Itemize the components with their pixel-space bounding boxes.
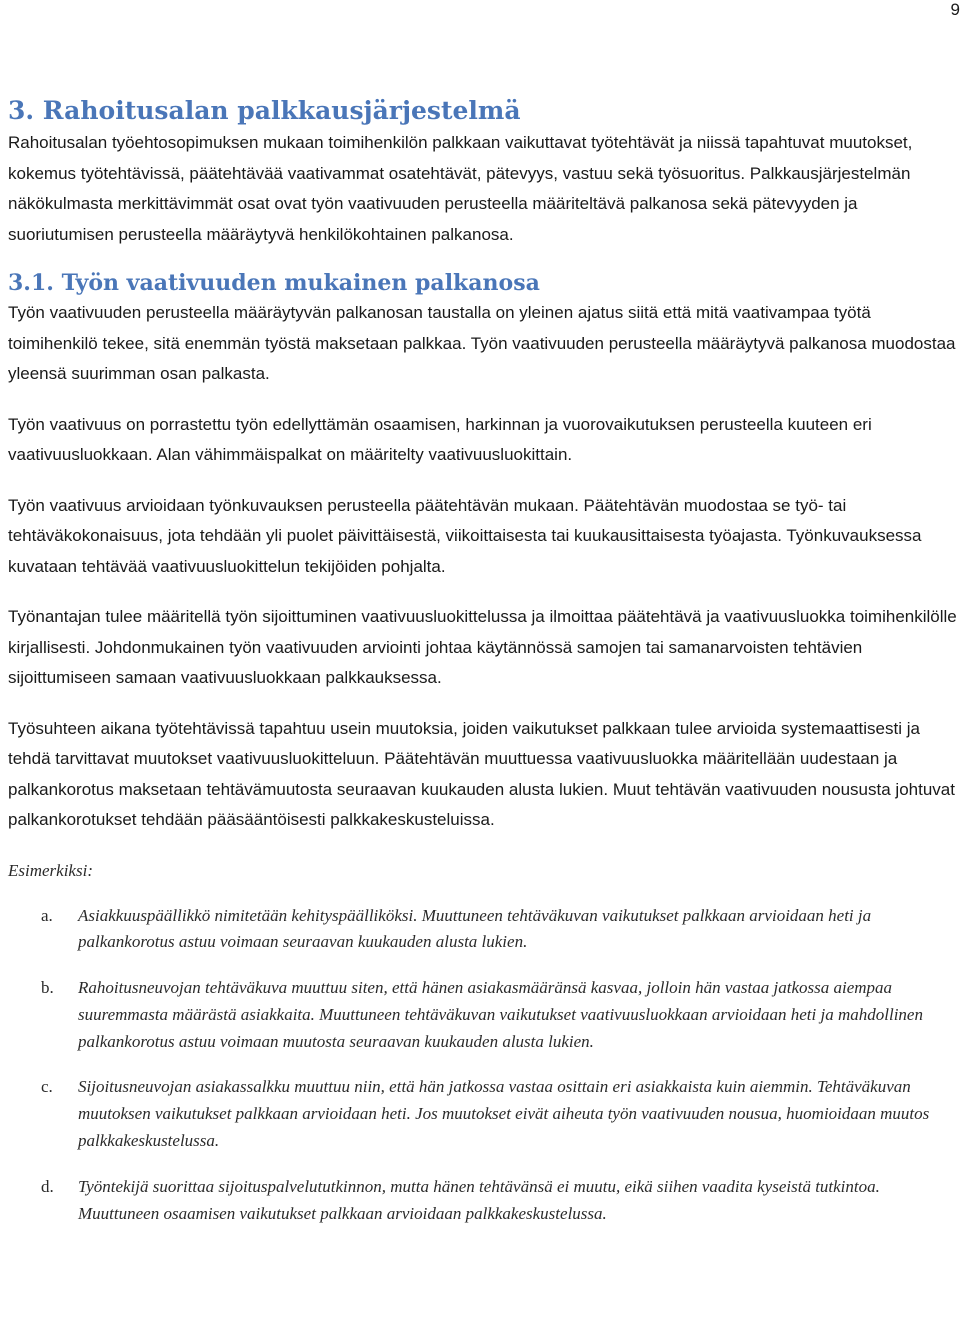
example-marker: a. (41, 905, 53, 925)
subsection-title: 3.1. Työn vaativuuden mukainen palkanosa (8, 270, 540, 296)
examples-label: Esimerkiksi: (8, 860, 93, 880)
body-paragraph-1: Työn vaativuuden perusteella määräytyvän palkanosan taustalla on yleinen ajatus siitä että mitä vaativampaa työtä toimihenkilö tekee, sitä enemmän työstä maksetaan palkkaa. Työn vaativuuden perusteella määräytyvä palkanosa muodostaa yleensä suurimman osan palkasta. (8, 303, 956, 383)
body-paragraph-2: Työn vaativuus on porrastettu työn edellyttämän osaamisen, harkinnan ja vuorovaikutuksen perusteella kuuteen eri vaativuusluokkaan. Alan vähimmäispalkat on määritelty vaativuusluokittain. (8, 414, 872, 464)
example-text: Sijoitusneuvojan asiakassalkku muuttuu niin, että hän jatkossa vastaa osittain eri asiakkaista kuin aiemmin. Tehtäväkuvan muutoksen vaikutukset palkkaan arvioidaan heti. Jos muutokset eivät aiheuta työn vaativuuden nousua, huomioidaan muutos palkkakeskustelussa. (78, 1077, 930, 1151)
example-text: Rahoitusneuvojan tehtäväkuva muuttuu siten, että hänen asiakasmääränsä kasvaa, jolloin hän vastaa jatkossa aiempaa suuremmasta määrästä asiakkaita. Muuttuneen tehtäväkuvan vaikutukset vaativuusluokkaan arvioidaan heti ja mahdollinen palkankorotus astuu voimaan muutosta seuraavan kuukauden alusta lukien. (78, 978, 923, 1051)
page-number: 9 (950, 0, 960, 19)
example-text: Työntekijä suorittaa sijoituspalvelututkinnon, mutta hänen tehtävänsä ei muutu, eikä siihen vaadita kyseistä tutkintoa. Muuttuneen osaamisen vaikutukset palkkaan arvioidaan palkkakeskustelussa. (78, 1176, 880, 1223)
example-item-b (8, 975, 938, 1055)
example-item-a (8, 903, 938, 957)
example-marker: c. (41, 1077, 53, 1097)
document-body (8, 94, 958, 1246)
example-marker: d. (41, 1176, 54, 1196)
body-paragraph-4: Työnantajan tulee määritellä työn sijoittuminen vaativuusluokittelussa ja ilmoittaa päätehtävä ja vaativuusluokka toimihenkilölle kirjallisesti. Johdonmukainen työn vaativuuden arviointi johtaa käytännössä samojen tai samanarvoisten tehtävien sijoittumiseen samaan vaativuusluokkaan palkkauksessa. (8, 607, 957, 687)
section-intro-paragraph: Rahoitusalan työehtosopimuksen mukaan toimihenkilön palkkaan vaikuttavat työtehtävät ja niissä tapahtuvat muutokset, kokemus työtehtävissä, päätehtävää vaativammat osatehtävät, pätevyys, vastuu sekä työsuoritus. Palkkausjärjestelmän näkökulmasta merkittävimmät osat ovat työn vaativuuden perusteella määriteltävä palkanosa sekä pätevyyden ja suoriutumisen perusteella määräytyvä henkilökohtainen palkanosa. (8, 133, 913, 244)
section-title: 3. Rahoitusalan palkkausjärjestelmä (8, 96, 521, 125)
body-paragraph-5: Työsuhteen aikana työtehtävissä tapahtuu usein muutoksia, joiden vaikutukset palkkaan tulee arvioida systemaattisesti ja tehdä tarvittavat muutokset vaativuusluokitteluun. Päätehtävän muuttuessa vaativuusluokka määritellään uudestaan ja palkankorotus maksetaan tehtävämuutosta seuraavan kuukauden alusta lukien. Muut tehtävän vaativuuden noususta johtuvat palkankorotukset tehdään pääsääntöisesti palkkakeskusteluissa. (8, 718, 955, 829)
example-item-d (8, 1174, 938, 1228)
examples-list (8, 903, 958, 1228)
example-item-c (8, 1074, 938, 1154)
example-text: Asiakkuuspäällikkö nimitetään kehityspäälliköksi. Muuttuneen tehtäväkuvan vaikutukset palkkaan arvioidaan heti ja palkankorotus astuu voimaan seuraavan kuukauden alusta lukien. (78, 905, 872, 952)
body-paragraph-3: Työn vaativuus arvioidaan työnkuvauksen perusteella päätehtävän mukaan. Päätehtävän muodostaa se työ- tai tehtäväkokonaisuus, jota tehdään yli puolet päivittäisestä, viikoittaisesta tai kuukausittaisesta työajasta. Työnkuvauksessa kuvataan tehtävää vaativuusluokittelun tekijöiden pohjalta. (8, 495, 922, 576)
example-marker: b. (41, 978, 54, 998)
